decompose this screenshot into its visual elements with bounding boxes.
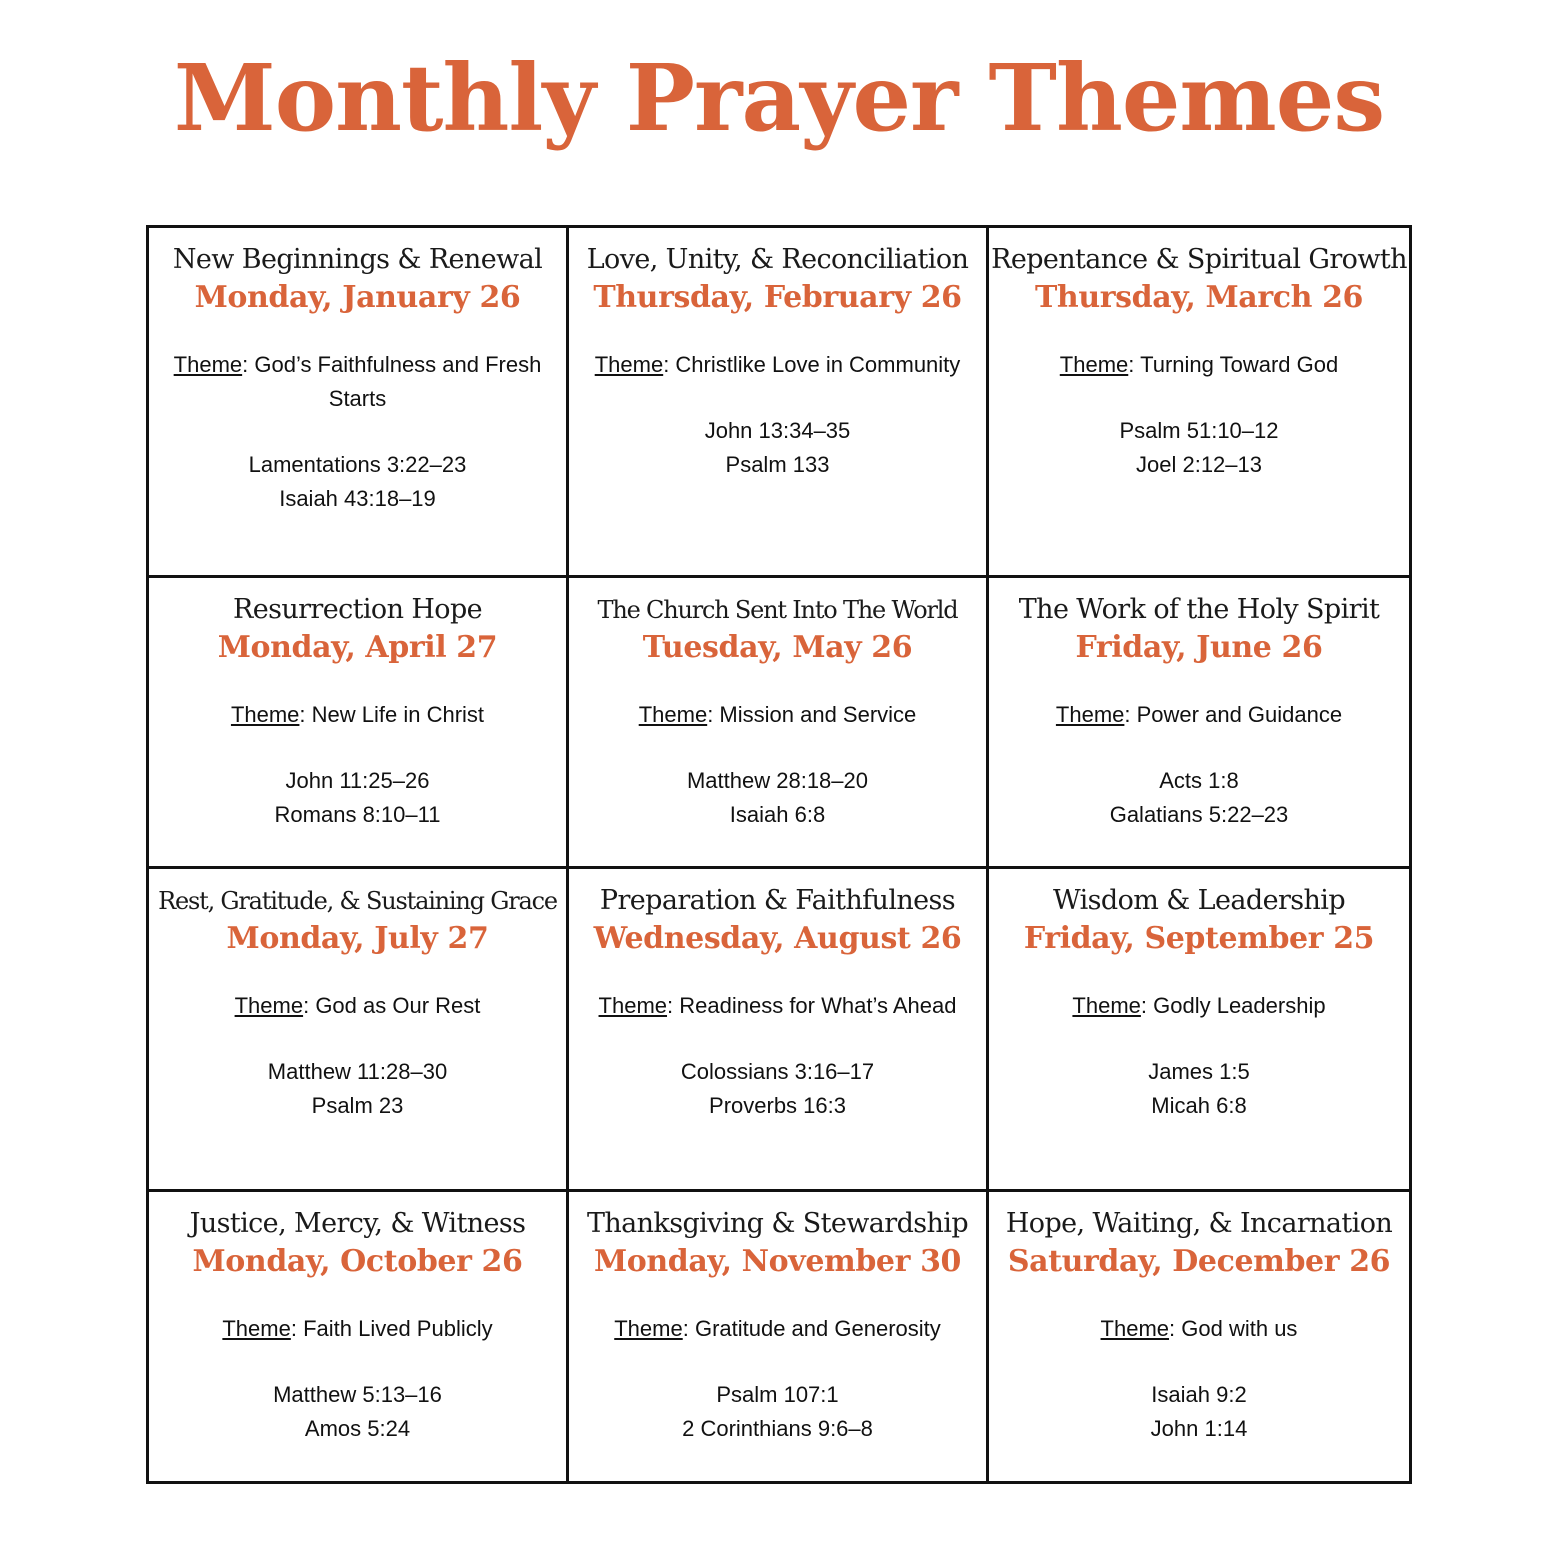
month-date: Saturday, December 26 [1007,1244,1391,1279]
month-date: Monday, April 27 [217,630,498,665]
month-date: Friday, June 26 [1075,630,1323,665]
theme-text: Mission and Service [719,702,917,727]
verse-reference: Amos 5:24 [304,1416,411,1441]
verse-reference: John 1:14 [1150,1416,1248,1441]
verse-reference: Psalm 133 [725,452,830,477]
month-title: Love, Unity, & Reconciliation [586,244,969,275]
month-theme: Theme: Christlike Love in Community [594,352,961,377]
verse-reference: Acts 1:8 [1159,768,1239,793]
theme-label: Theme [638,702,708,727]
verse-reference: John 11:25–26 [285,768,430,793]
verse-reference: Isaiah 43:18–19 [279,486,436,511]
theme-text: Power and Guidance [1136,702,1343,727]
verse-reference: Galatians 5:22–23 [1109,802,1289,827]
prayer-themes-grid [146,225,1412,1484]
verse-list [569,1055,986,1123]
month-theme: Theme: God’s Faithfulness and Fresh Starts [173,352,542,411]
verse-list [989,1378,1409,1446]
month-title: The Work of the Holy Spirit [1018,594,1380,625]
theme-label: Theme [1100,1316,1170,1341]
month-title: Justice, Mercy, & Witness [189,1208,526,1239]
month-theme: Theme: God with us [1100,1316,1298,1341]
month-title: Hope, Waiting, & Incarnation [1005,1208,1393,1239]
month-date: Friday, September 25 [1023,921,1375,956]
page-title: Monthly Prayer Themes [173,44,1385,152]
month-title: New Beginnings & Renewal [172,244,543,275]
theme-text: Godly Leadership [1153,993,1326,1018]
verse-reference: Psalm 107:1 [716,1382,839,1407]
theme-label: Theme [234,993,304,1018]
month-date: Monday, November 30 [593,1244,962,1279]
month-theme: Theme: New Life in Christ [230,702,485,727]
month-theme: Theme: God as Our Rest [234,993,481,1018]
verse-reference: Psalm 23 [311,1093,404,1118]
month-theme: Theme: Godly Leadership [1072,993,1326,1018]
theme-text: New Life in Christ [311,702,485,727]
verse-list [569,414,986,482]
verse-reference: Micah 6:8 [1151,1093,1247,1118]
verse-reference: 2 Corinthians 9:6–8 [682,1416,873,1441]
month-cell-september [989,869,1409,1192]
verse-reference: Romans 8:10–11 [274,802,441,827]
theme-text: Faith Lived Publicly [303,1316,493,1341]
verse-reference: Proverbs 16:3 [709,1093,846,1118]
month-date: Thursday, March 26 [1034,280,1364,315]
verse-reference: Matthew 11:28–30 [267,1059,448,1084]
theme-label: Theme [230,702,300,727]
month-cell-may [569,578,989,869]
month-title: Preparation & Faithfulness [599,885,956,916]
month-title: Wisdom & Leadership [1052,885,1346,916]
verse-reference: John 13:34–35 [704,418,851,443]
month-cell-december [989,1192,1409,1481]
verse-list [149,1055,566,1123]
month-title: Repentance & Spiritual Growth [991,244,1407,275]
month-cell-january [149,228,569,578]
month-cell-october [149,1192,569,1481]
theme-text: Turning Toward God [1140,352,1339,377]
verse-list [569,764,986,832]
month-title: The Church Sent Into The World [597,596,958,624]
verse-reference: Lamentations 3:22–23 [248,452,467,477]
month-title: Rest, Gratitude, & Sustaining Grace [158,887,557,915]
verse-list [569,1378,986,1446]
verse-list [989,414,1409,482]
month-cell-march [989,228,1409,578]
theme-label: Theme [173,352,243,377]
month-date: Monday, January 26 [194,280,521,315]
theme-label: Theme [1072,993,1141,1018]
theme-text: Readiness for What’s Ahead [679,993,957,1018]
month-theme: Theme: Mission and Service [638,702,917,727]
theme-label: Theme [598,993,668,1018]
month-theme: Theme: Readiness for What’s Ahead [598,993,957,1018]
verse-list [989,1055,1409,1123]
month-title: Resurrection Hope [232,594,483,625]
theme-label: Theme [1059,352,1129,377]
theme-label: Theme [594,352,664,377]
month-cell-august [569,869,989,1192]
verse-list [149,448,566,516]
month-cell-november [569,1192,989,1481]
theme-label: Theme [614,1316,683,1341]
verse-reference: Psalm 51:10–12 [1119,418,1279,443]
verse-list [149,764,566,832]
month-date: Monday, July 27 [226,921,489,956]
theme-text: Gratitude and Generosity [694,1316,941,1341]
month-theme: Theme: Turning Toward God [1059,352,1339,377]
theme-text: God’s Faithfulness and Fresh Starts [254,352,542,411]
month-cell-july [149,869,569,1192]
verse-reference: Joel 2:12–13 [1136,452,1262,477]
theme-text: God as Our Rest [315,993,481,1018]
month-date: Wednesday, August 26 [593,921,962,956]
theme-label: Theme [1055,702,1125,727]
theme-text: Christlike Love in Community [675,352,961,377]
month-theme: Theme: Power and Guidance [1055,702,1343,727]
verse-reference: Isaiah 9:2 [1151,1382,1247,1407]
month-title: Thanksgiving & Stewardship [586,1208,969,1239]
verse-reference: Matthew 28:18–20 [686,768,869,793]
month-cell-february [569,228,989,578]
month-date: Tuesday, May 26 [642,630,913,665]
verse-list [989,764,1409,832]
month-date: Thursday, February 26 [593,280,962,315]
month-theme: Theme: Gratitude and Generosity [614,1316,941,1341]
theme-label: Theme [222,1316,291,1341]
month-cell-june [989,578,1409,869]
verse-reference: James 1:5 [1148,1059,1250,1084]
month-cell-april [149,578,569,869]
verse-reference: Colossians 3:16–17 [680,1059,875,1084]
verse-reference: Isaiah 6:8 [729,802,826,827]
theme-text: God with us [1181,1316,1298,1341]
verse-reference: Matthew 5:13–16 [273,1382,442,1407]
verse-list [149,1378,566,1446]
month-theme: Theme: Faith Lived Publicly [222,1316,493,1341]
month-date: Monday, October 26 [192,1244,523,1279]
